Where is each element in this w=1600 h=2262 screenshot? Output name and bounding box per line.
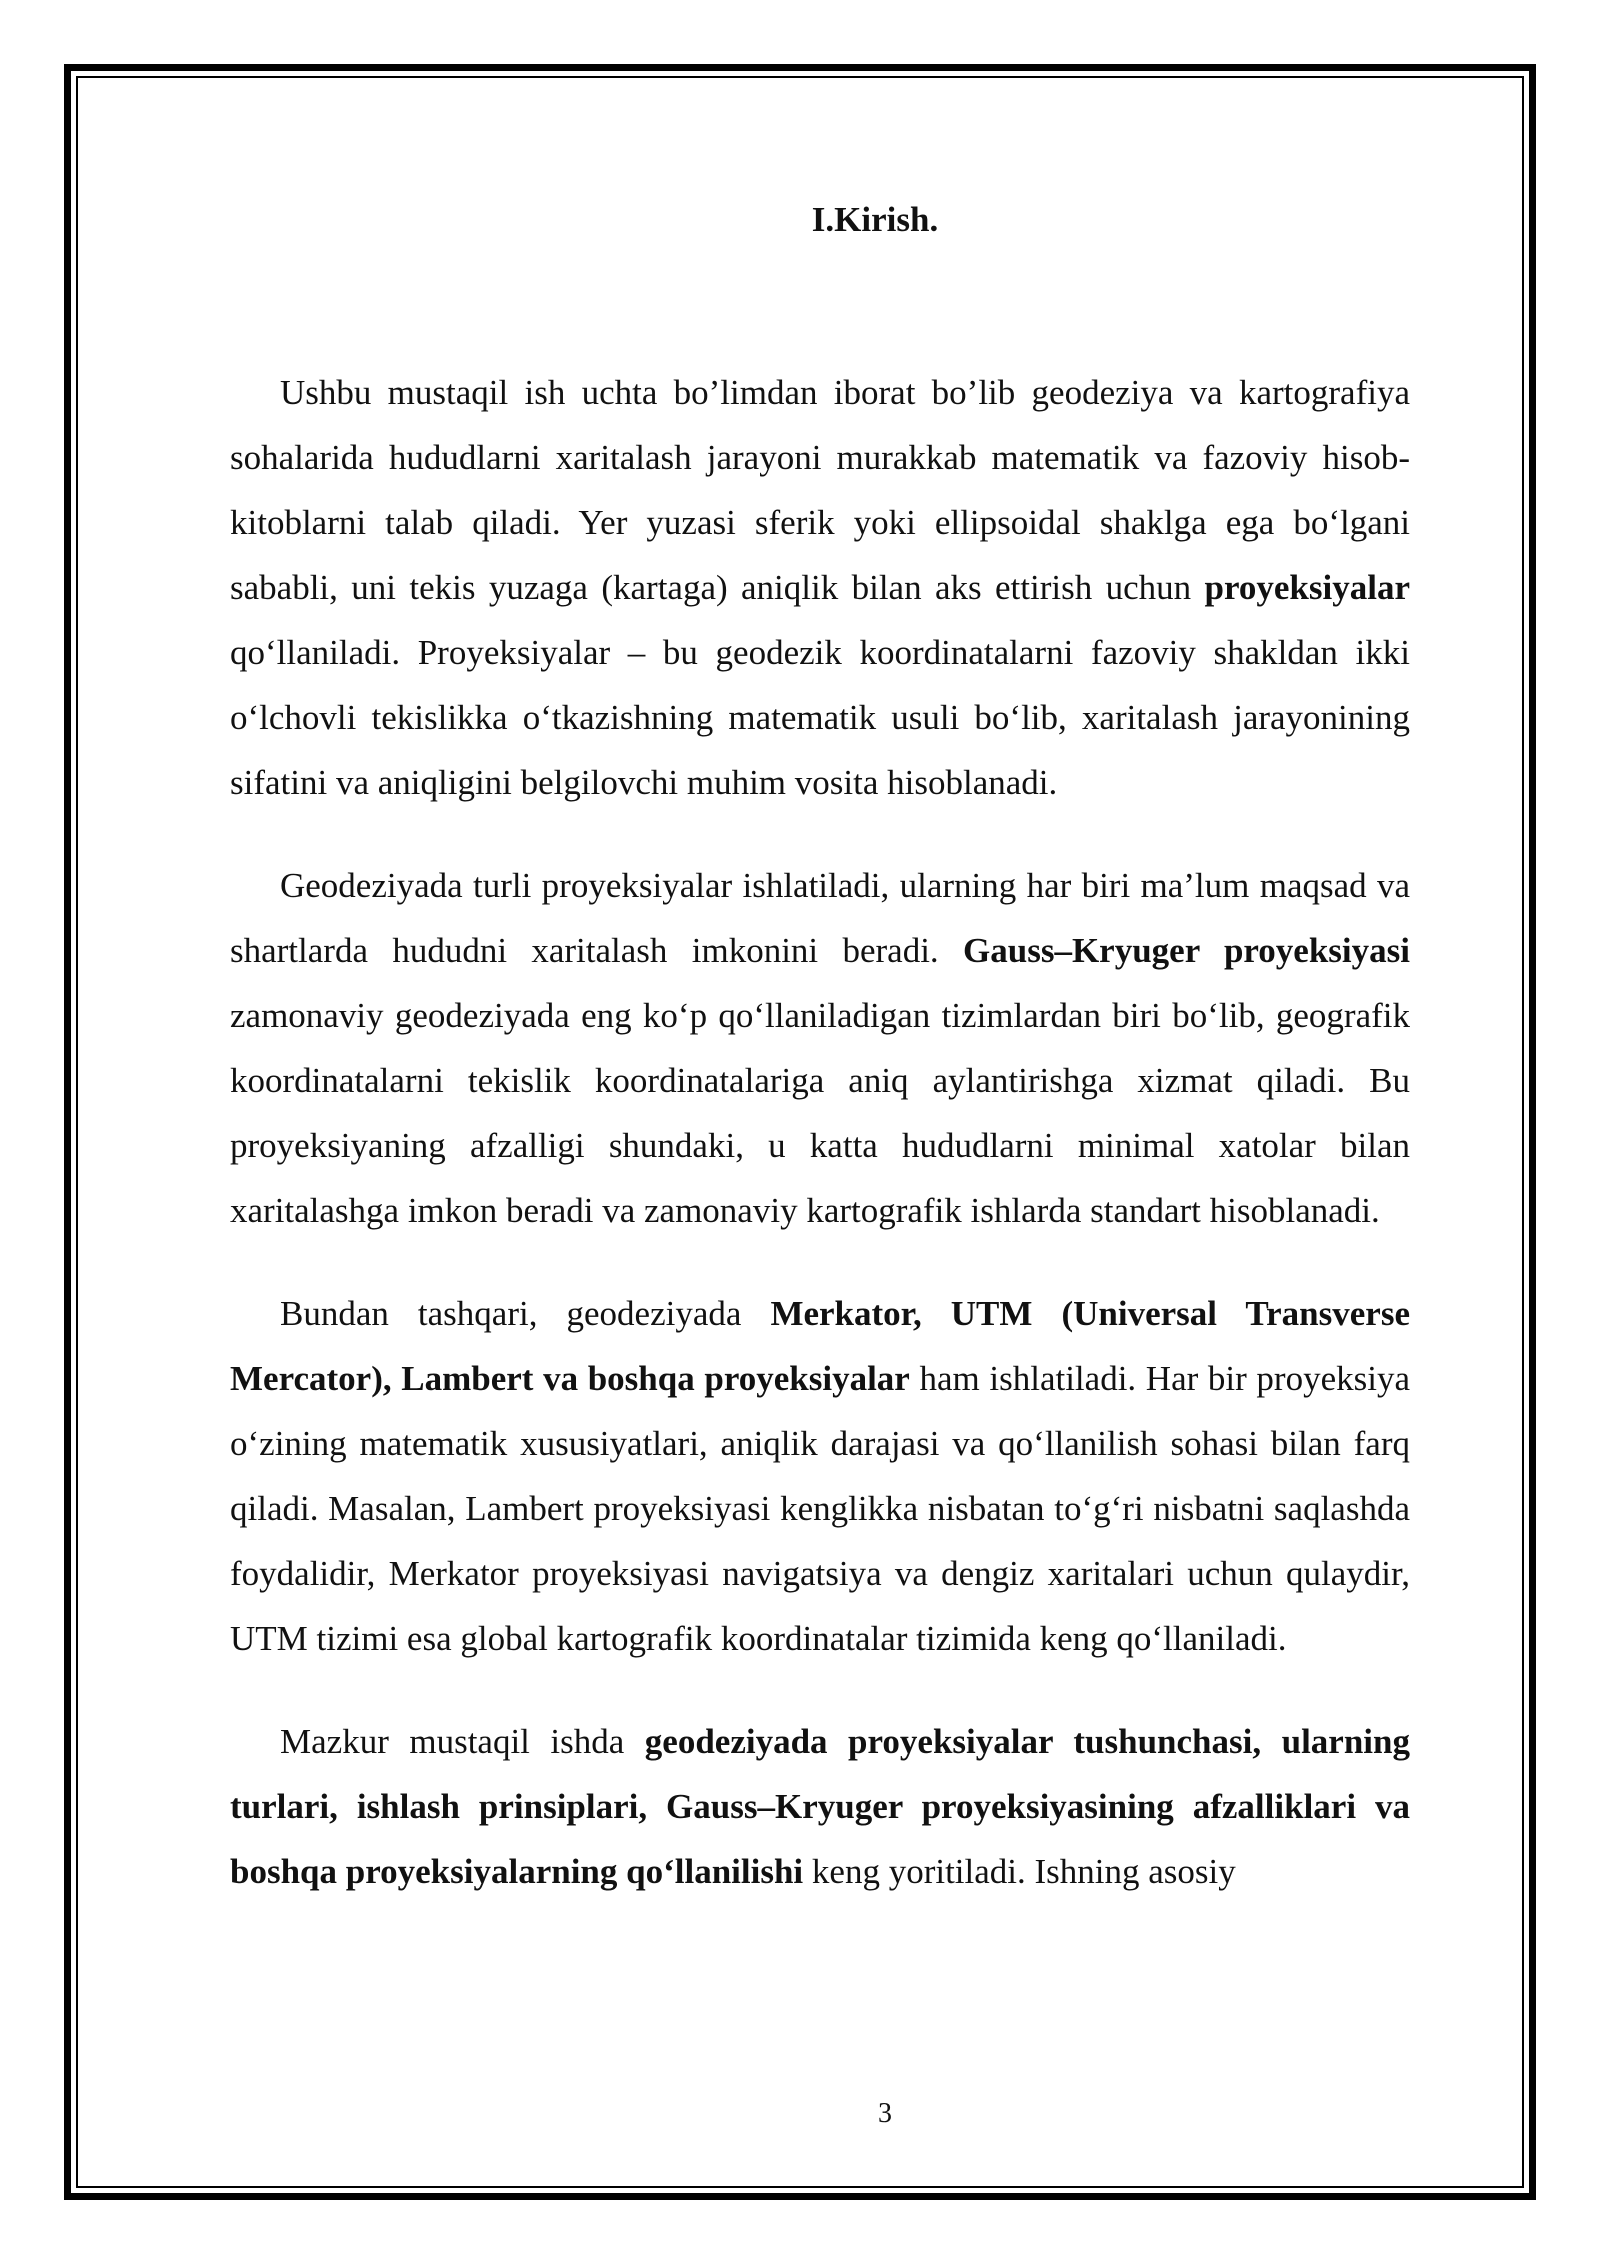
bold-term: proyeksiyalar xyxy=(1204,568,1410,607)
paragraph-text: zamonaviy geodeziyada eng koʻp qoʻllaniladigan tizimlardan biri boʻlib, geografik koordinatalarni tekislik koordinatalariga aniq aylantirishga xizmat qiladi. Bu proyeksiyaning afzalligi shundaki, u katta hududlarni minimal xatolar bilan xaritalashga imkon beradi va zamonaviy kartografik ishlarda standart hisoblanadi. xyxy=(230,996,1410,1230)
paragraph-text: qoʻllaniladi. Proyeksiyalar – bu geodezik koordinatalarni fazoviy shakldan ikki oʻlchovli tekislikka oʻtkazishning matematik usuli boʻlib, xaritalash jarayonining sifatini va aniqligini belgilovchi muhim vosita hisoblanadi. xyxy=(230,633,1410,802)
paragraph-text: Geodeziyada turli proyeksiyalar ishlatiladi, ularning har biri ma’lum maqsad va shartlarda hududni xaritalash imkonini beradi. xyxy=(230,866,1410,970)
bold-term: Gauss–Kryuger proyeksiyasi xyxy=(963,931,1410,970)
section-title: I.Kirish. xyxy=(811,200,939,239)
paragraph-text: Mazkur mustaqil ishda xyxy=(280,1722,645,1761)
paragraph-text: ham ishlatiladi. Har bir proyeksiya oʻzining matematik xususiyatlari, aniqlik darajasi va qoʻllanilish sohasi bilan farq qiladi. Masalan, Lambert proyeksiyasi kenglikka nisbatan toʻgʻri nisbatni saqlashda foydalidir, Merkator proyeksiyasi navigatsiya va dengiz xaritalari uchun qulaydir, UTM tizimi esa global kartografik koordinatalar tizimida keng qoʻllaniladi. xyxy=(230,1359,1410,1658)
paragraph-text: Bundan tashqari, geodeziyada xyxy=(280,1294,771,1333)
paragraph-1 xyxy=(230,360,1410,815)
page-content xyxy=(230,190,1410,1942)
paragraph-text: keng yoritiladi. Ishning asosiy xyxy=(803,1852,1236,1891)
paragraph-2 xyxy=(230,853,1410,1243)
paragraph-3 xyxy=(230,1281,1410,1671)
bold-term: geodeziyada proyeksiyalar tushunchasi, ularning turlari, ishlash prinsiplari, Gauss–Kryuger proyeksiyasining afzalliklari va boshqa proyeksiyalarning qoʻllanilishi xyxy=(230,1722,1410,1891)
paragraph-4 xyxy=(230,1709,1410,1904)
page-number: 3 xyxy=(878,2098,892,2129)
bold-term: Merkator, UTM (Universal Transverse Mercator), Lambert va boshqa proyeksiyalar xyxy=(230,1294,1410,1398)
paragraph-text: Ushbu mustaqil ish uchta bo’limdan iborat bo’lib geodeziya va kartografiya sohalarida hududlarni xaritalash jarayoni murakkab matematik va fazoviy hisob-kitoblarni talab qiladi. Yer yuzasi sferik yoki ellipsoidal shaklga ega boʻlgani sababli, uni tekis yuzaga (kartaga) aniqlik bilan aks ettirish uchun xyxy=(230,373,1410,607)
